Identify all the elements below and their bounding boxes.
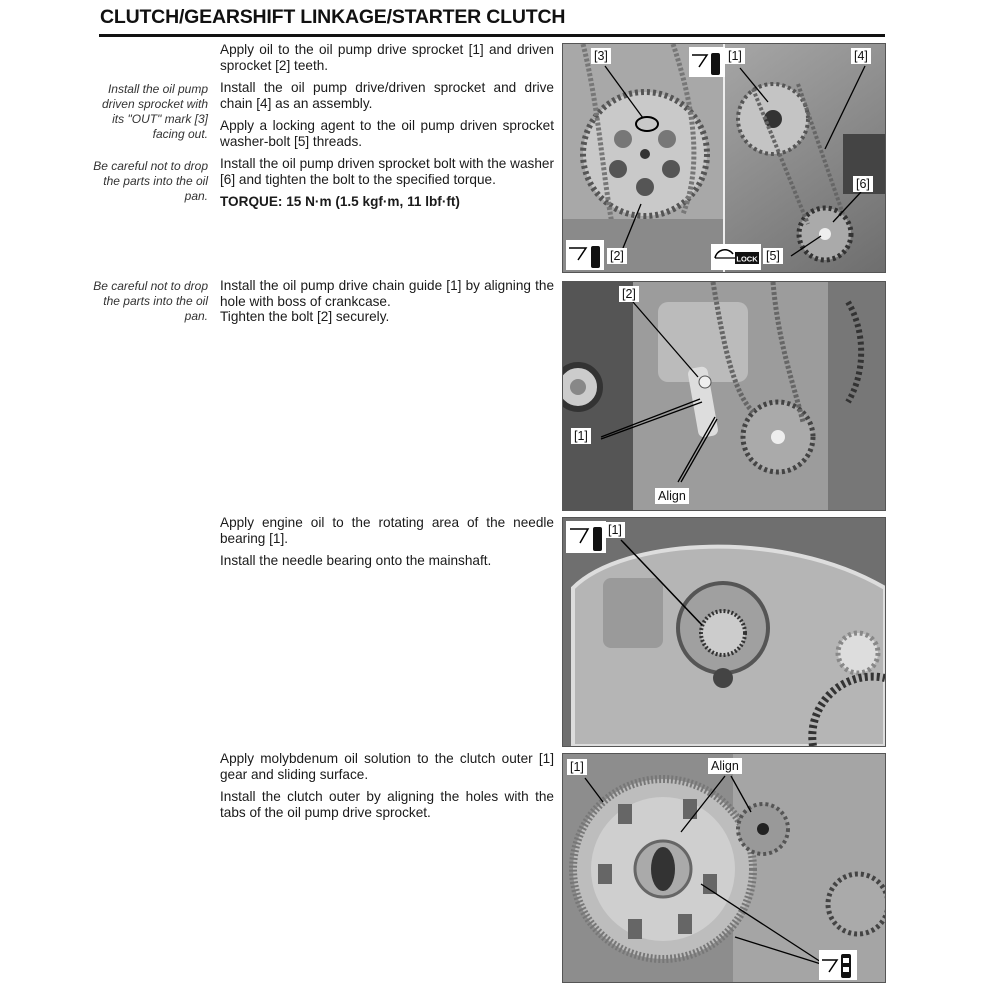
page-title: CLUTCH/GEARSHIFT LINKAGE/STARTER CLUTCH (100, 6, 566, 28)
step-text: Install the oil pump drive chain guide [1] by aligning the hole with boss of crankcase. (220, 278, 554, 309)
step-text: Apply engine oil to the rotating area of the needle bearing [1]. (220, 515, 554, 546)
callout-2: [2] (607, 248, 627, 264)
instruction-block (220, 751, 554, 827)
step-text: Install the oil pump drive/driven sprocket and drive chain [4] as an assembly. (220, 80, 554, 111)
step-text: Install the clutch outer by aligning the holes with the tabs of the oil pump drive sprocket. (220, 789, 554, 820)
lock-label: LOCK (736, 254, 758, 264)
moly-oil-icon (819, 950, 857, 980)
instruction-block (220, 278, 554, 332)
lock-agent-icon (711, 244, 761, 270)
step-text: Apply molybdenum oil solution to the clutch outer [1] gear and sliding surface. (220, 751, 554, 782)
engine-photo (563, 44, 885, 272)
callout-2: [2] (619, 286, 639, 302)
instruction-block (220, 515, 554, 576)
torque-spec: TORQUE: 15 N·m (1.5 kgf·m, 11 lbf·ft) (220, 194, 460, 209)
callout-1: [1] (725, 48, 745, 64)
engine-photo (563, 518, 885, 746)
callout-1: [1] (605, 522, 625, 538)
step-text: Apply oil to the oil pump drive sprocket [1] and driven sprocket [2] teeth. (220, 42, 554, 73)
oil-can-icon (566, 240, 604, 270)
callout-3: [3] (591, 48, 611, 64)
title-rule (99, 34, 885, 37)
align-callout: Align (708, 758, 742, 774)
step-text: Install the needle bearing onto the mainshaft. (220, 553, 492, 568)
callout-1: [1] (571, 428, 591, 444)
figure-clutch-outer (562, 753, 886, 983)
oil-can-icon (689, 47, 725, 77)
figure-chain-guide (562, 281, 886, 511)
engine-photo (563, 282, 885, 510)
engine-photo (563, 754, 885, 982)
step-text: Install the oil pump driven sprocket bolt with the washer [6] and tighten the bolt to the specified torque. (220, 156, 554, 187)
align-callout: Align (655, 488, 689, 504)
figure-oil-pump-sprockets (562, 43, 886, 273)
callout-5: [5] (763, 248, 783, 264)
callout-6: [6] (853, 176, 873, 192)
figure-needle-bearing (562, 517, 886, 747)
step-text: Tighten the bolt [2] securely. (220, 309, 390, 324)
instruction-block (220, 42, 554, 217)
step-text: Apply a locking agent to the oil pump driven sprocket washer-bolt [5] threads. (220, 118, 554, 149)
side-note: Be careful not to drop the parts into the oil pan. (93, 279, 208, 323)
side-note: Be careful not to drop the parts into the oil pan. (93, 159, 208, 203)
callout-1: [1] (567, 759, 587, 775)
side-note: Install the oil pump driven sprocket with its "OUT" mark [3] facing out. (101, 82, 208, 141)
callout-4: [4] (851, 48, 871, 64)
oil-can-icon (566, 521, 606, 553)
